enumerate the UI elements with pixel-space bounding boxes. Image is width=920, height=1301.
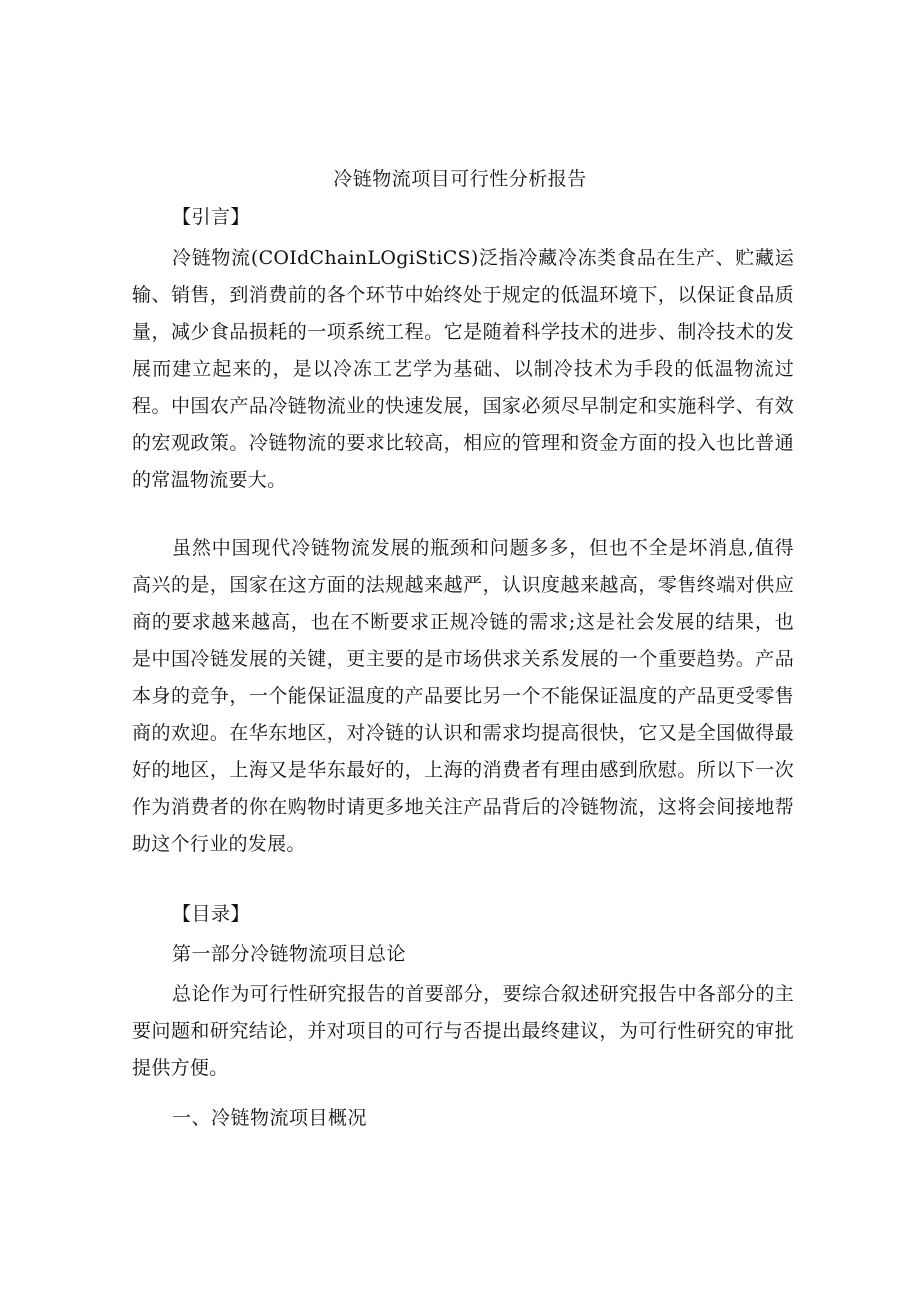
part-paragraph: 总论作为可行性研究报告的首要部分，要综合叙述研究报告中各部分的主要问题和研究结论，并对项目的可行与否提出最终建议，为可行性研究的审批提供方便。 <box>132 983 794 1079</box>
toc-heading: 【目录】 <box>172 903 251 925</box>
intro-paragraph-1: 冷链物流(COIdChainLOgiStiCS)泛指冷藏冷冻类食品在生产、贮藏运输、销售，到消费前的各个环节中始终处于规定的低温环境下，以保证食品质量，减少食品损耗的一项系统工程。它是随着科学技术的进步、制冷技术的发展而建立起来的，是以冷冻工艺学为基础、以制冷技术为手段的低温物流过程。中国农产品冷链物流业的快速发展，国家必须尽早制定和实施科学、有效的宏观政策。冷链物流的要求比较高，相应的管理和资金方面的投入也比普通的常温物流要大。 <box>132 247 794 491</box>
section-heading: 一、冷链物流项目概况 <box>172 1107 368 1129</box>
intro-paragraph-2: 虽然中国现代冷链物流发展的瓶颈和问题多多，但也不全是坏消息,值得高兴的是，国家在这方面的法规越来越严，认识度越来越高，零售终端对供应商的要求越来越高，也在不断要求正规冷链的需求;这是社会发展的结果，也是中国冷链发展的关键，更主要的是市场供求关系发展的一个重要趋势。产品本身的竞争，一个能保证温度的产品要比另一个不能保证温度的产品更受零售商的欢迎。在华东地区，对冷链的认识和需求均提高很快，它又是全国做得最好的地区，上海又是华东最好的，上海的消费者有理由感到欣慰。所以下一次作为消费者的你在购物时请更多地关注产品背后的冷链物流，这将会间接地帮助这个行业的发展。 <box>132 537 794 855</box>
document-title: 冷链物流项目可行性分析报告 <box>333 168 587 190</box>
part-heading: 第一部分冷链物流项目总论 <box>172 943 407 965</box>
intro-heading: 【引言】 <box>172 206 251 228</box>
